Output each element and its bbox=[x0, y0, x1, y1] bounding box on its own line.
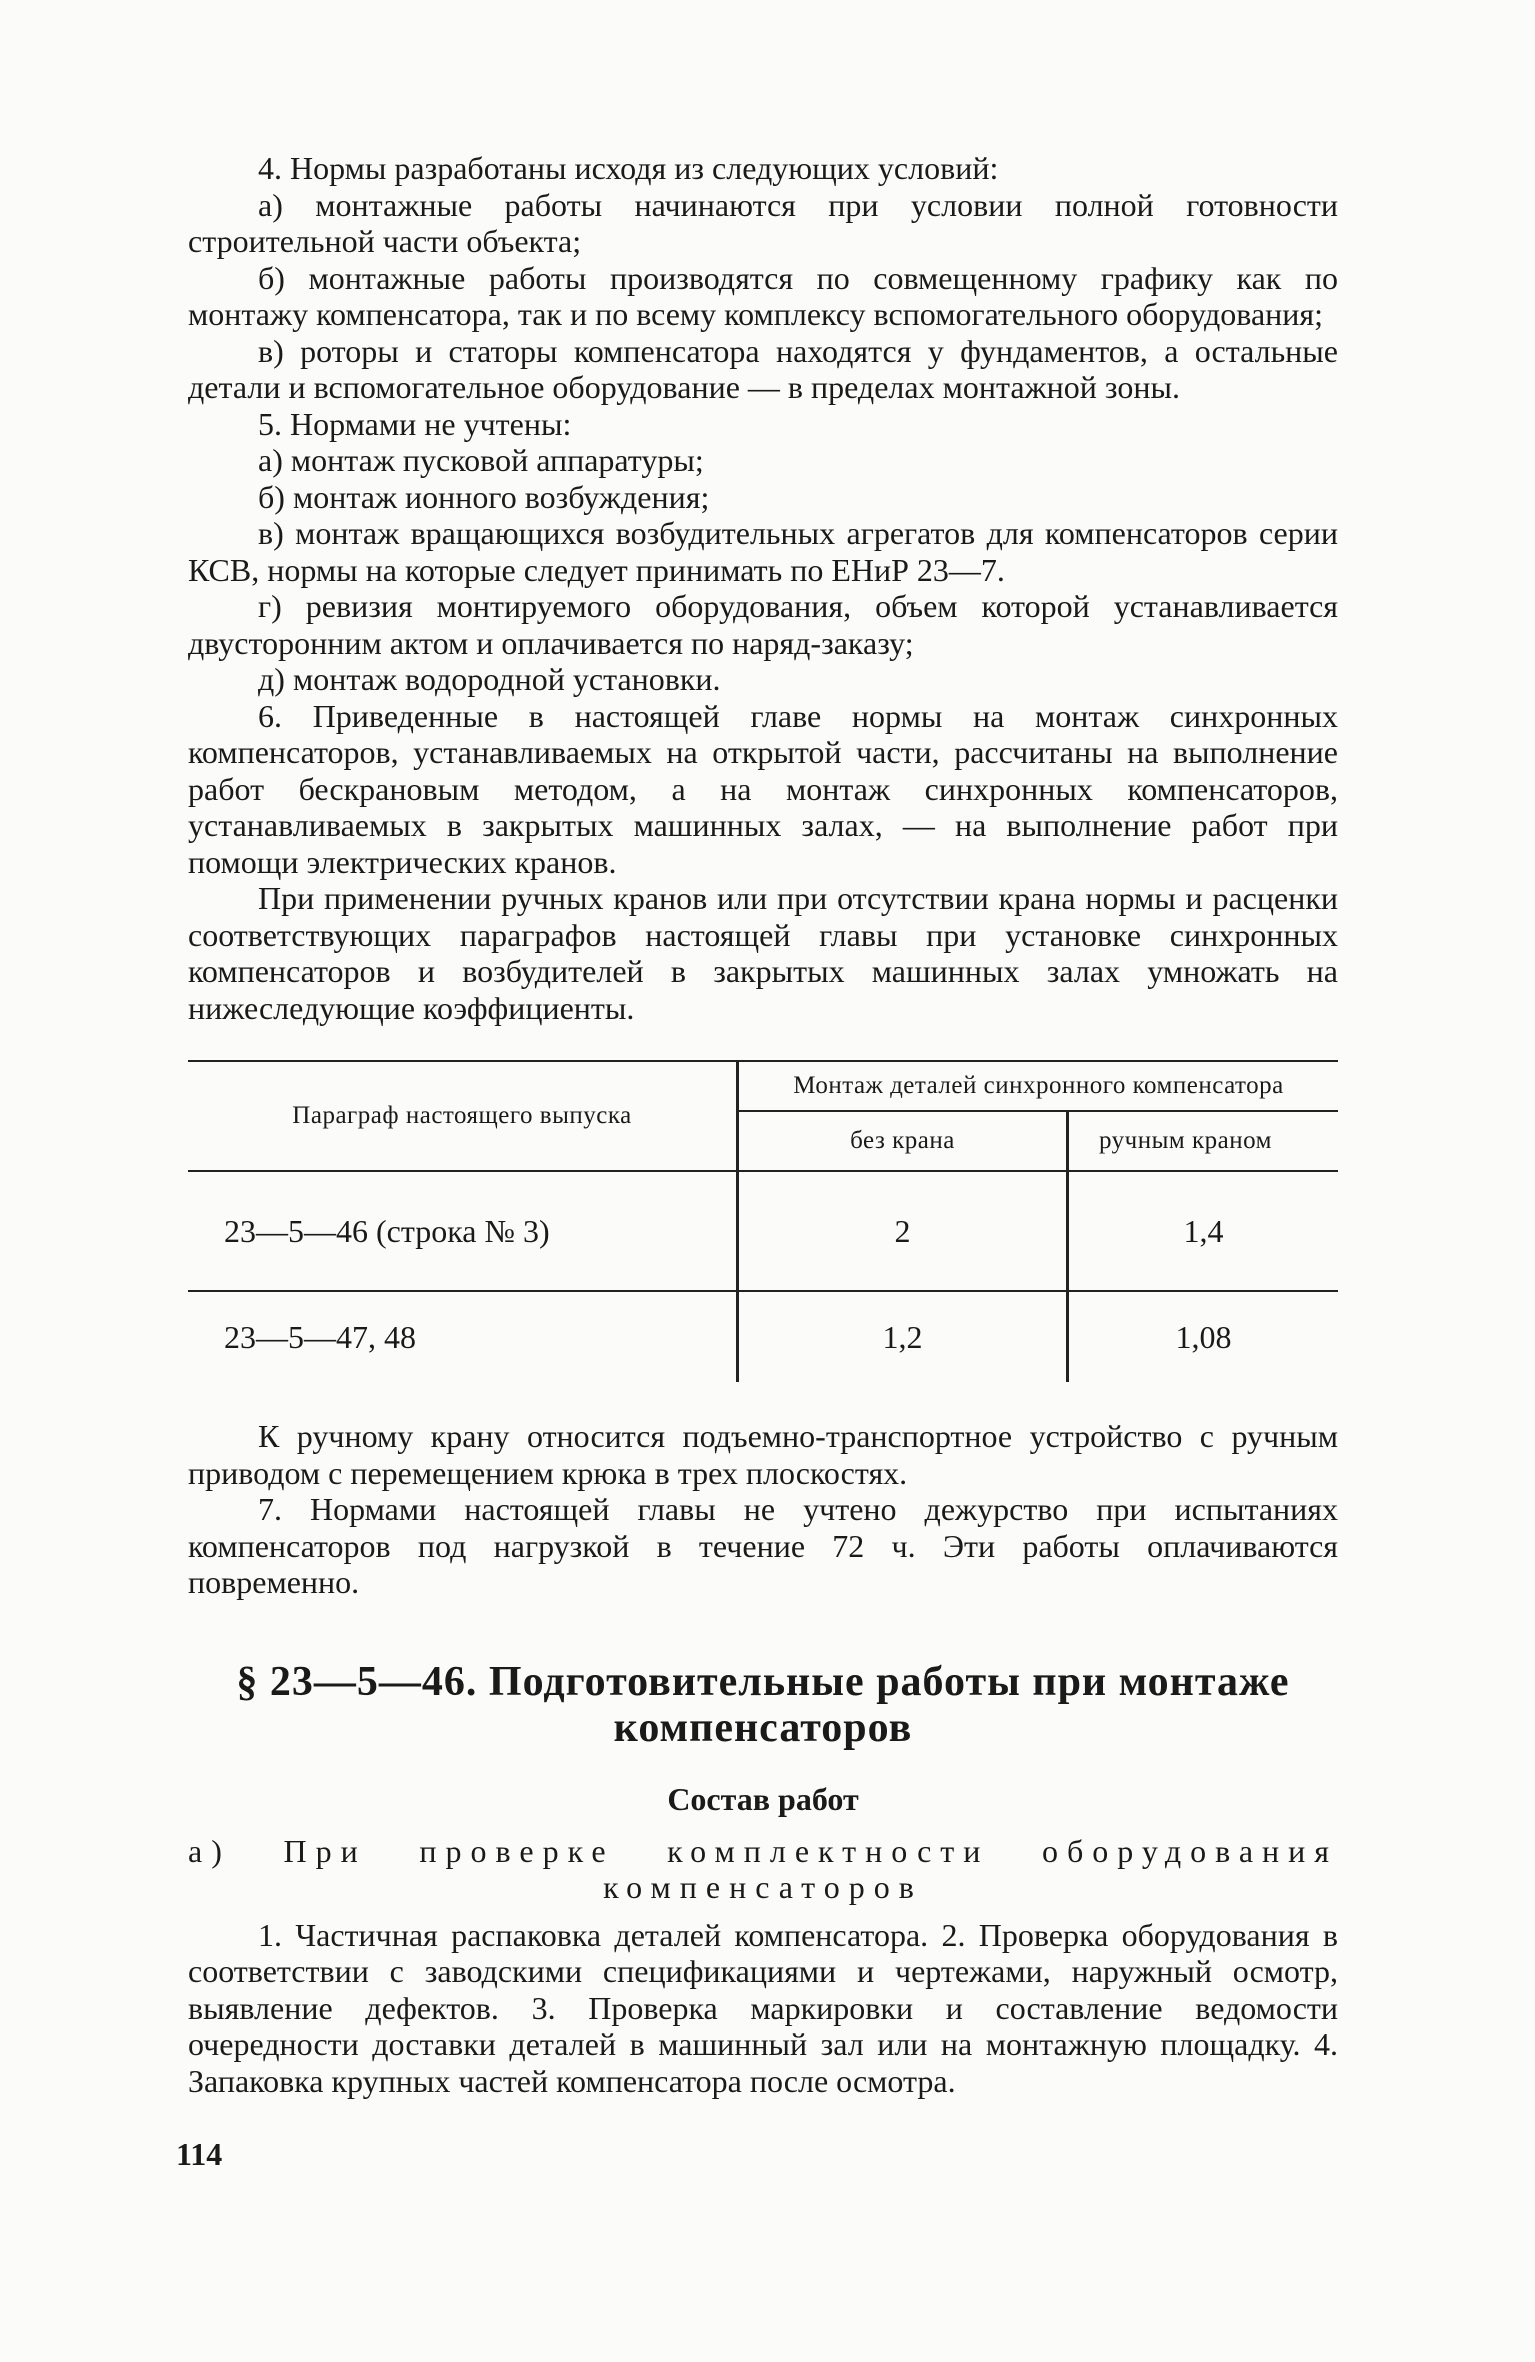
table-row bbox=[188, 1171, 1338, 1291]
subsection-heading-line2: компенсаторов bbox=[603, 1868, 923, 1905]
subsection-heading-line1: а) При проверке комплектности оборудования bbox=[188, 1832, 1338, 1869]
paragraph-5b: б) монтаж ионного возбуждения; bbox=[258, 478, 710, 515]
section-body: 1. Частичная распаковка деталей компенсатора. 2. Проверка оборудования в соответствии с заводскими спецификациями и чертежами, наружный осмотр, выявление дефектов. 3. Проверка маркировки и составление ведомости очередности доставки деталей в машинный зал или на монтажную площадку. 4. Запаковка крупных частей компенсатора после осмотра. bbox=[188, 1916, 1338, 2099]
cell-manual-crane: 1,08 bbox=[1068, 1291, 1339, 1382]
cell-paragraph: 23—5—47, 48 bbox=[224, 1318, 416, 1355]
paragraph-5: 5. Нормами не учтены: bbox=[258, 405, 572, 442]
section-title bbox=[188, 1659, 1338, 1751]
text-column bbox=[188, 150, 1338, 2099]
header-paragraph: Параграф настоящего выпуска bbox=[188, 1061, 738, 1171]
paragraph-5d: д) монтаж водородной установки. bbox=[258, 661, 721, 697]
subsection-heading bbox=[188, 1833, 1338, 1905]
header-manual-crane: ручным краном bbox=[1068, 1111, 1339, 1171]
work-composition-title: Состав работ bbox=[667, 1780, 859, 1817]
cell-no-crane: 2 bbox=[738, 1171, 1068, 1291]
table-header-row bbox=[188, 1061, 1338, 1111]
paragraph-4: 4. Нормы разработаны исходя из следующих условий: bbox=[258, 150, 999, 186]
cell-no-crane: 1,2 bbox=[738, 1291, 1068, 1382]
paragraph-4b: б) монтажные работы производятся по совмещенному графику как по монтажу компенсатора, так и по всему комплексу вспомогательного оборудования; bbox=[188, 259, 1338, 332]
coefficients-table bbox=[188, 1060, 1338, 1382]
paragraph-7: 7. Нормами настоящей главы не учтено дежурство при испытаниях компенсаторов под нагрузкой в течение 72 ч. Эти работы оплачиваются повременно. bbox=[188, 1491, 1338, 1600]
page-number: 114 bbox=[176, 2136, 223, 2172]
paragraph-6-cont: При применении ручных кранов или при отсутствии крана нормы и расценки соответствующих параграфов настоящей главы при установке синхронных компенсаторов и возбудителей в закрытых машинных залах умножать на нижеследующие коэффициенты. bbox=[188, 880, 1338, 1026]
cell-paragraph: 23—5—46 (строка № 3) bbox=[188, 1171, 738, 1291]
header-no-crane: без крана bbox=[738, 1111, 1068, 1171]
header-group: Монтаж деталей синхронного компенсатора bbox=[738, 1061, 1339, 1111]
paragraph-5v: в) монтаж вращающихся возбудительных агрегатов для компенсаторов серии КСВ, нормы на которые следует принимать по ЕНиР 23—7. bbox=[188, 515, 1338, 588]
paragraph-5a: а) монтаж пусковой аппаратуры; bbox=[258, 442, 704, 478]
section-title-line1: § 23—5—46. Подготовительные работы при монтаже bbox=[236, 1658, 1290, 1705]
section-title-line2: компенсаторов bbox=[613, 1704, 913, 1751]
paragraph-4a: а) монтажные работы начинаются при условии полной готовности строительной части объекта; bbox=[188, 186, 1338, 259]
paragraph-5g: г) ревизия монтируемого оборудования, объем которой устанавливается двусторонним актом и оплачивается по наряд-заказу; bbox=[188, 588, 1338, 661]
paragraph-4v: в) роторы и статоры компенсатора находятся у фундаментов, а остальные детали и вспомогательное оборудование — в пределах монтажной зоны. bbox=[188, 332, 1338, 405]
paragraph-6: 6. Приведенные в настоящей главе нормы на монтаж синхронных компенсаторов, устанавливаемых на открытой части, рассчитаны на выполнение работ бескрановым методом, а на монтаж синхронных компенсаторов, устанавливаемых в закрытых машинных залах, — на выполнение работ при помощи электрических кранов. bbox=[188, 697, 1338, 880]
paragraph-manual-crane: К ручному крану относится подъемно-транспортное устройство с ручным приводом с перемещением крюка в трех плоскостях. bbox=[188, 1418, 1338, 1491]
table-row bbox=[188, 1291, 1338, 1382]
cell-manual-crane: 1,4 bbox=[1068, 1171, 1339, 1291]
